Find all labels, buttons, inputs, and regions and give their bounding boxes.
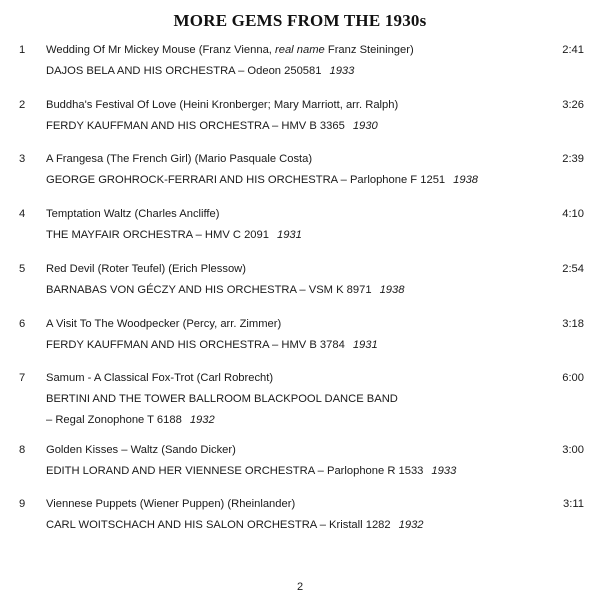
track-number: 6 (19, 318, 26, 330)
track-credit (46, 170, 478, 191)
track-number: 2 (19, 99, 26, 111)
track-artist-label: DAJOS BELA AND HIS ORCHESTRA – Odeon 250581 (46, 65, 322, 77)
track-duration: 3:00 (562, 444, 584, 456)
track-year: 1931 (352, 339, 378, 351)
track-number: 5 (19, 263, 26, 275)
track-title: Golden Kisses – Waltz (Sando Dicker) (46, 444, 236, 456)
page-number: 2 (296, 581, 304, 593)
track-title: Red Devil (Roter Teufel) (Erich Plessow) (46, 263, 246, 275)
track-credit (46, 335, 378, 356)
track-year: 1938 (379, 284, 405, 296)
track-credit (46, 515, 424, 536)
track-title: Temptation Waltz (Charles Ancliffe) (46, 208, 220, 220)
track-title: A Visit To The Woodpecker (Percy, arr. Zimmer) (46, 318, 282, 330)
track-artist-label: BARNABAS VON GÉCZY AND HIS ORCHESTRA – VSM K 8971 (46, 284, 372, 296)
track-year: 1933 (329, 65, 355, 77)
track-title (46, 40, 414, 61)
track-duration: 3:26 (562, 99, 584, 111)
track-number: 9 (19, 498, 26, 510)
track-credit (46, 61, 354, 82)
track-title: Buddha's Festival Of Love (Heini Kronberger; Mary Marriott, arr. Ralph) (46, 99, 399, 111)
track-artist-label: GEORGE GROHROCK-FERRARI AND HIS ORCHESTRA – Parlophone F 1251 (46, 174, 446, 186)
track-credit (46, 280, 404, 301)
track-year: 1938 (453, 174, 479, 186)
track-year: 1932 (189, 414, 215, 426)
track-artist-label: CARL WOITSCHACH AND HIS SALON ORCHESTRA – Kristall 1282 (46, 519, 391, 531)
track-year: 1932 (398, 519, 424, 531)
track-duration: 4:10 (562, 208, 584, 220)
track-duration: 3:11 (563, 498, 584, 510)
track-title: Samum - A Classical Fox-Trot (Carl Robrecht) (46, 372, 274, 384)
track-label: – Regal Zonophone T 6188 (46, 414, 182, 426)
track-title: A Frangesa (The French Girl) (Mario Pasquale Costa) (46, 153, 313, 165)
track-number: 7 (19, 372, 26, 384)
page-title: MORE GEMS FROM THE 1930s (173, 11, 427, 30)
track-year: 1933 (431, 465, 457, 477)
track-artist-label: THE MAYFAIR ORCHESTRA – HMV C 2091 (46, 229, 269, 241)
track-credit: BERTINI AND THE TOWER BALLROOM BLACKPOOL DANCE BAND (46, 393, 398, 405)
track-year: 1930 (352, 120, 378, 132)
track-number: 1 (19, 44, 26, 56)
track-title-part: Franz Steininger) (324, 44, 414, 56)
track-duration: 2:54 (562, 263, 584, 275)
track-artist-label: FERDY KAUFFMAN AND HIS ORCHESTRA – HMV B 3784 (46, 339, 345, 351)
track-number: 4 (19, 208, 26, 220)
track-duration: 3:18 (562, 318, 584, 330)
track-credit (46, 116, 378, 137)
track-number: 3 (19, 153, 26, 165)
track-duration: 6:00 (562, 372, 584, 384)
track-year: 1931 (276, 229, 302, 241)
track-duration: 2:39 (562, 153, 584, 165)
track-credit (46, 461, 456, 482)
track-artist-label: FERDY KAUFFMAN AND HIS ORCHESTRA – HMV B 3365 (46, 120, 345, 132)
track-title-italic: real name (275, 44, 325, 56)
track-artist-label: EDITH LORAND AND HER VIENNESE ORCHESTRA – Parlophone R 1533 (46, 465, 424, 477)
track-title: Viennese Puppets (Wiener Puppen) (Rheinlander) (46, 498, 296, 510)
track-number: 8 (19, 444, 26, 456)
track-credit-continued (46, 410, 215, 431)
track-credit (46, 225, 302, 246)
track-duration: 2:41 (562, 44, 584, 56)
track-title-part: Wedding Of Mr Mickey Mouse (Franz Vienna, (46, 44, 276, 56)
